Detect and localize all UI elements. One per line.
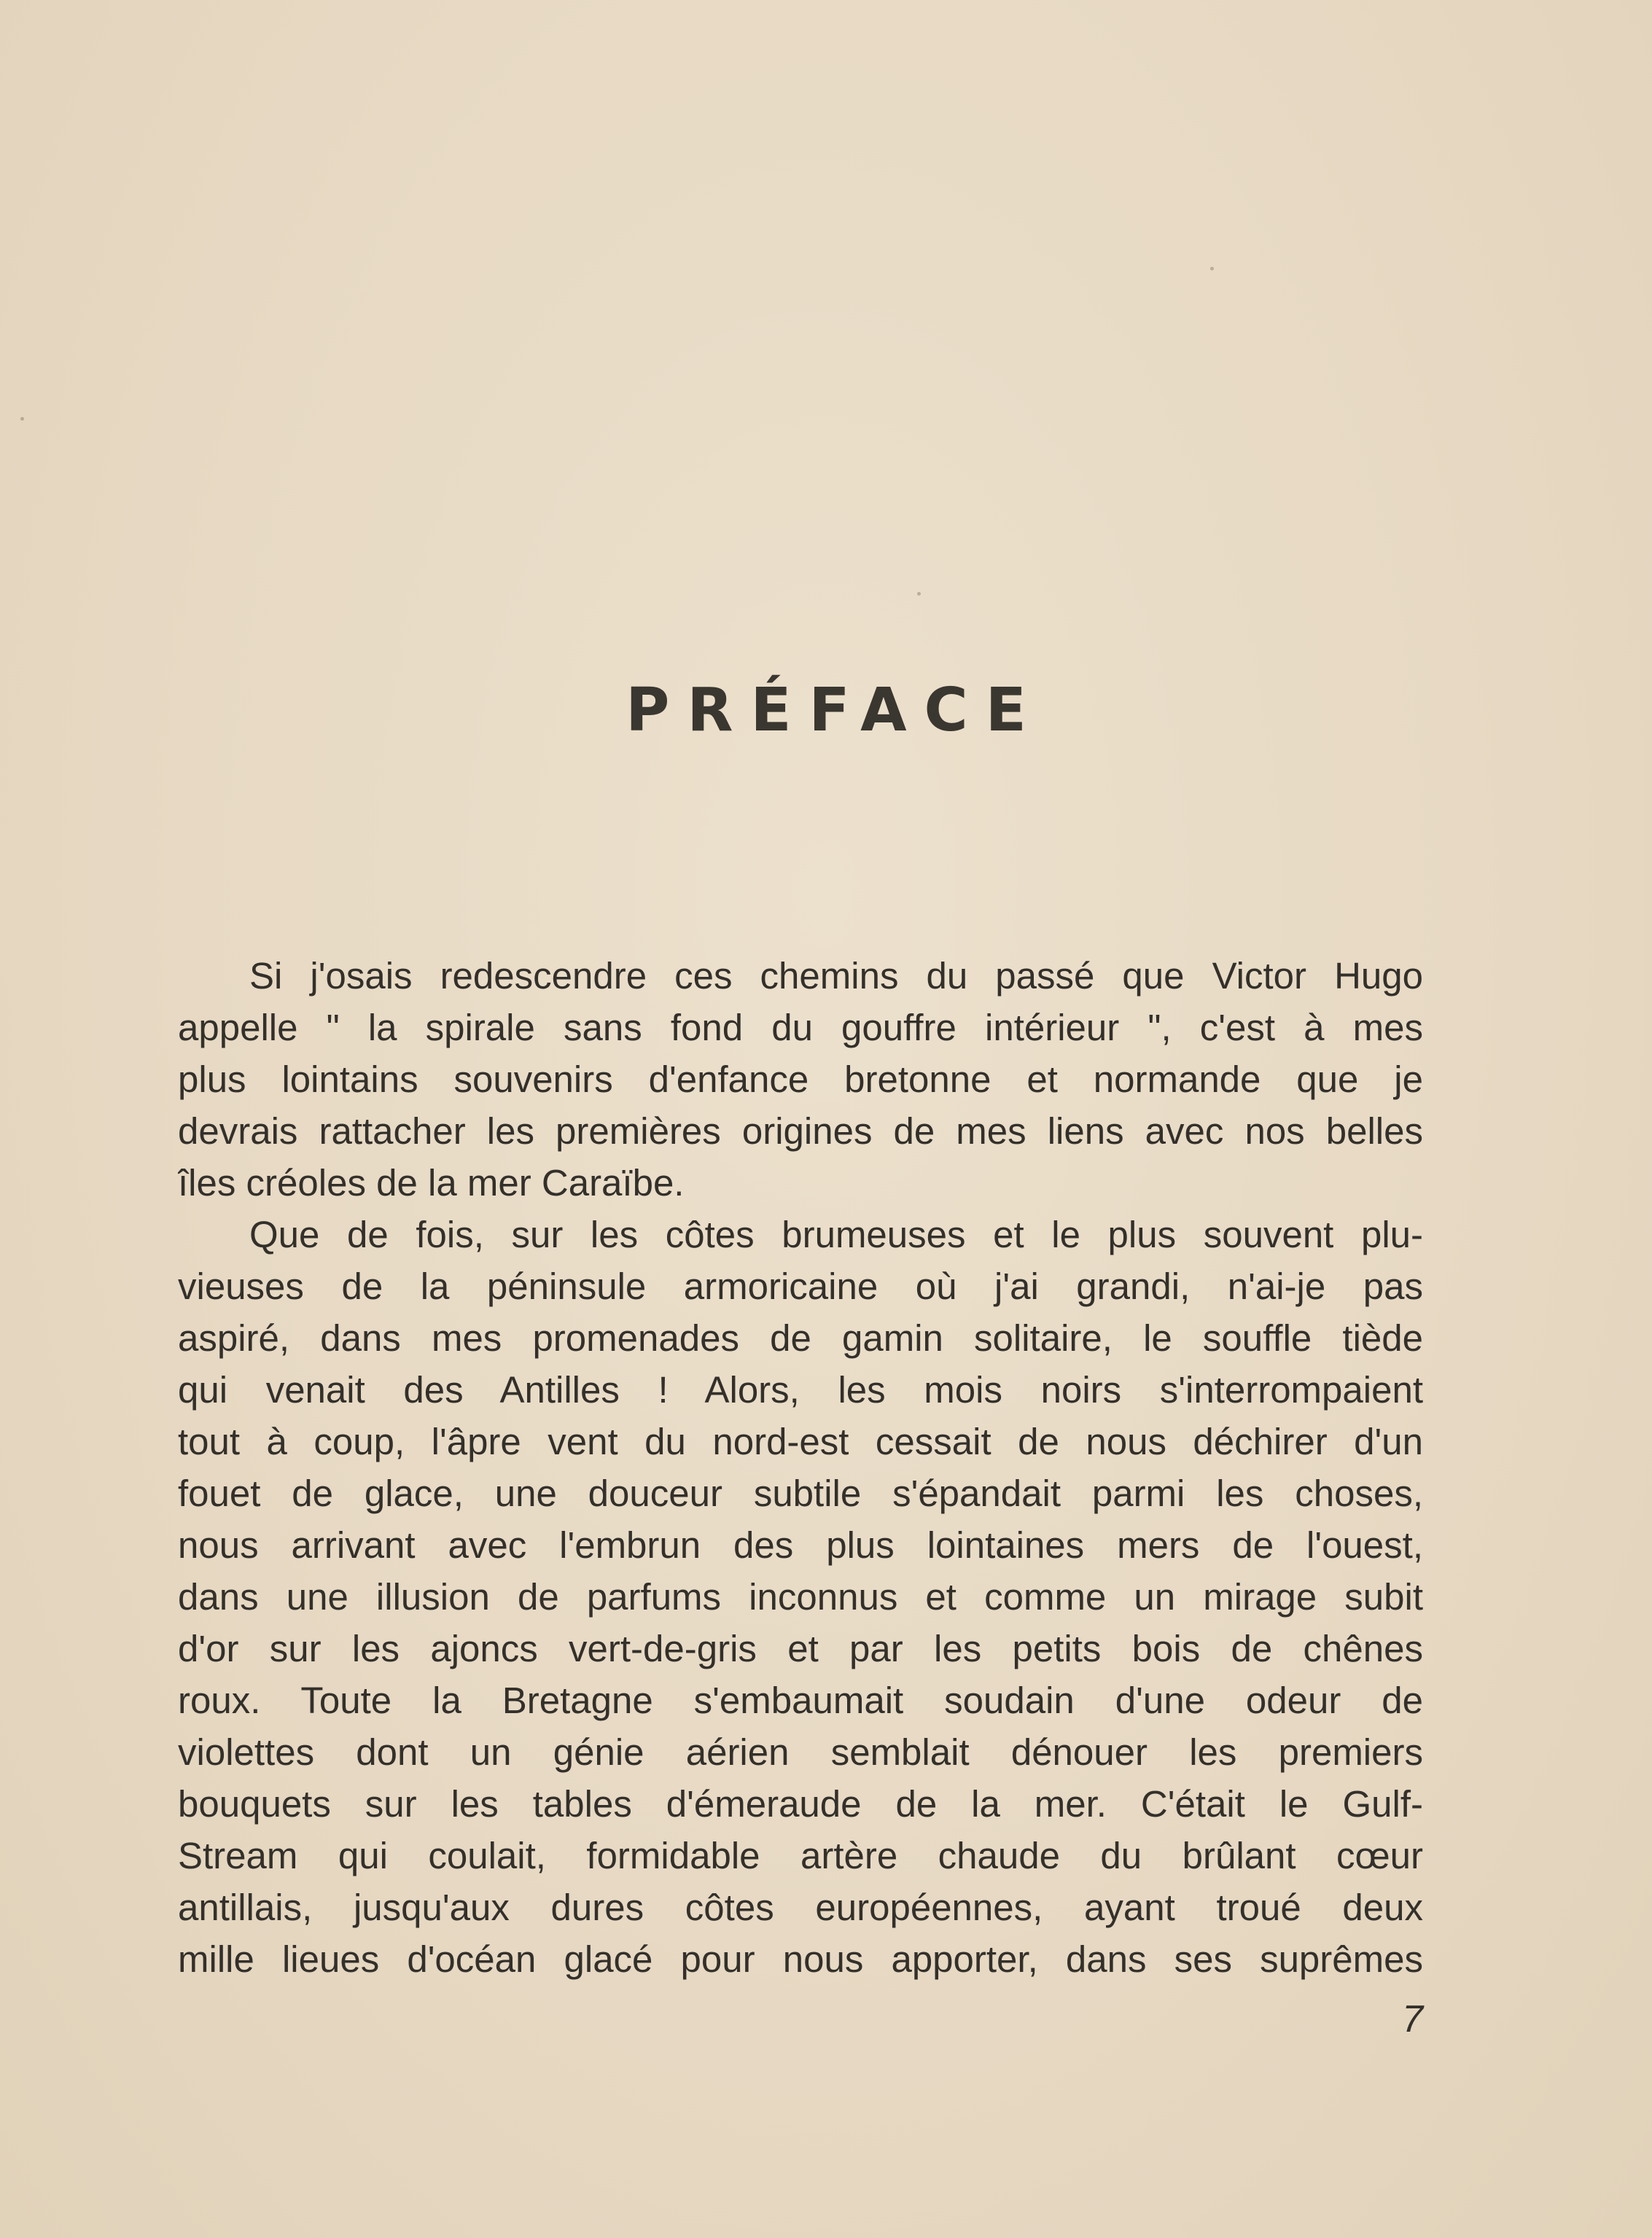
text-line: Stream qui coulait, formidable artère chaude du brûlant cœur	[178, 1835, 1423, 1876]
paragraph	[178, 1209, 1423, 1985]
text-line: roux. Toute la Bretagne s'embaumait soudain d'une odeur de	[178, 1680, 1423, 1721]
text-line: mille lieues d'océan glacé pour nous apporter, dans ses suprêmes	[178, 1938, 1423, 1980]
page-number: 7	[1402, 1998, 1423, 2040]
text-line: bouquets sur les tables d'émeraude de la mer. C'était le Gulf-	[178, 1783, 1423, 1825]
paper-speck	[917, 592, 921, 596]
preface-text	[178, 950, 1423, 1985]
text-line: d'or sur les ajoncs vert-de-gris et par les petits bois de chênes	[178, 1628, 1423, 1669]
text-line: fouet de glace, une douceur subtile s'épandait parmi les choses,	[178, 1473, 1423, 1514]
text-line: îles créoles de la mer Caraïbe.	[178, 1162, 685, 1204]
text-line: violettes dont un génie aérien semblait dénouer les premiers	[178, 1731, 1423, 1773]
text-line: tout à coup, l'âpre vent du nord-est cessait de nous déchirer d'un	[178, 1421, 1423, 1462]
text-line: qui venait des Antilles ! Alors, les mois noirs s'interrompaient	[178, 1369, 1423, 1411]
paper-speck	[20, 417, 24, 421]
text-line: antillais, jusqu'aux dures côtes européennes, ayant troué deux	[178, 1887, 1423, 1928]
text-line: vieuses de la péninsule armoricaine où j'ai grandi, n'ai-je pas	[178, 1266, 1423, 1307]
text-line: aspiré, dans mes promenades de gamin solitaire, le souffle tiède	[178, 1317, 1423, 1359]
text-line: devrais rattacher les premières origines de mes liens avec nos belles	[178, 1110, 1423, 1152]
text-line: plus lointains souvenirs d'enfance bretonne et normande que je	[178, 1058, 1423, 1100]
text-line: Que de fois, sur les côtes brumeuses et le plus souvent plu-	[249, 1214, 1423, 1255]
page-title: PRÉFACE	[626, 676, 1044, 745]
text-line: dans une illusion de parfums inconnus et comme un mirage subit	[178, 1576, 1423, 1618]
paper-speck	[1210, 267, 1214, 270]
paragraph	[178, 950, 1423, 1209]
text-line: nous arrivant avec l'embrun des plus lointaines mers de l'ouest,	[178, 1524, 1423, 1566]
text-line: appelle " la spirale sans fond du gouffre intérieur ", c'est à mes	[178, 1007, 1423, 1048]
text-line: Si j'osais redescendre ces chemins du passé que Victor Hugo	[249, 955, 1423, 997]
